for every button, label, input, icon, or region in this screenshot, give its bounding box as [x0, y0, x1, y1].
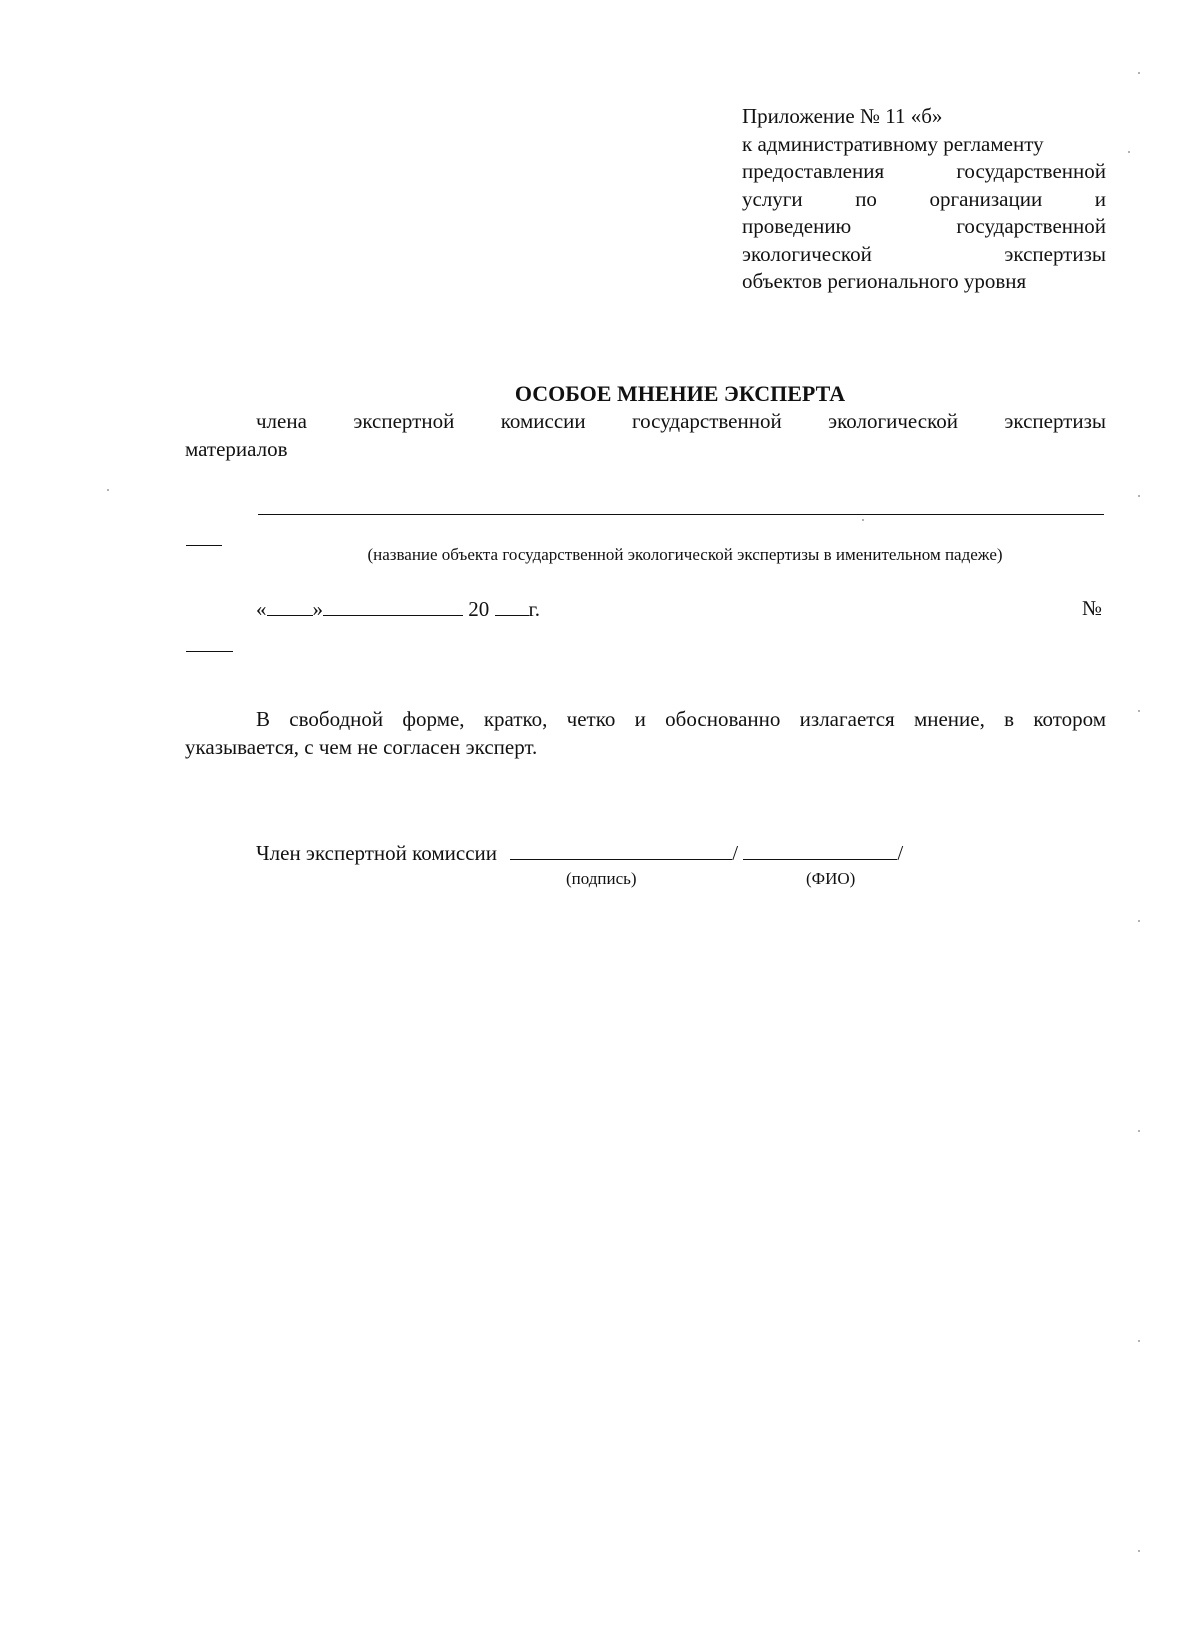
- annex-header: [742, 103, 1106, 296]
- signature-separator-2: /: [897, 841, 904, 865]
- scan-speck: [1138, 1340, 1140, 1342]
- signature-blank[interactable]: [510, 839, 732, 860]
- annex-line-conduct: проведению государственной: [742, 214, 1106, 238]
- document-title: ОСОБОЕ МНЕНИЕ ЭКСПЕРТА: [514, 381, 846, 406]
- annex-line-level: объектов регионального уровня: [742, 269, 1027, 293]
- number-sign: №: [1082, 596, 1103, 620]
- annex-line-expertise: экологической экспертизы: [742, 241, 1106, 266]
- object-name-caption: (название объекта государственной экологической экспертизы в именительном падеже): [367, 545, 1003, 564]
- annex-number: Приложение № 11 «б»: [742, 104, 943, 128]
- body-line-1: В свободной форме, кратко, четко и обоснованно излагается мнение, в котором: [256, 707, 1106, 731]
- object-name-line[interactable]: [258, 514, 1104, 515]
- scan-speck: [1128, 151, 1130, 153]
- scan-speck: [862, 519, 864, 521]
- annex-line-service: услуги по организации и: [742, 186, 1106, 211]
- scan-speck: [1138, 710, 1140, 712]
- scan-speck: [107, 489, 109, 491]
- body-line-2: указывается, с чем не согласен эксперт.: [185, 734, 538, 759]
- date-open-quote: «: [256, 597, 267, 621]
- day-blank[interactable]: [267, 595, 313, 616]
- signature-label: Член экспертной комиссии: [256, 841, 498, 865]
- document-subtitle: [185, 408, 1106, 463]
- annex-line-regulation: к административному регламенту: [742, 131, 1044, 156]
- subtitle-line-2: материалов: [185, 436, 288, 461]
- annex-line-provision: предоставления государственной: [742, 159, 1106, 183]
- signature-row: [256, 839, 903, 867]
- subtitle-line-1: члена экспертной комиссии государственной экологической экспертизы: [256, 409, 1106, 433]
- name-blank[interactable]: [743, 839, 897, 860]
- month-blank[interactable]: [323, 595, 463, 616]
- signature-separator-1: /: [732, 841, 739, 865]
- body-text: [185, 706, 1106, 761]
- year-suffix: г.: [528, 597, 540, 621]
- signature-caption: (подпись): [566, 869, 637, 888]
- name-caption: (ФИО): [806, 869, 856, 888]
- number-blank[interactable]: [186, 651, 233, 652]
- date-line: [256, 595, 540, 623]
- date-close-quote: »: [312, 597, 323, 621]
- scan-speck: [1138, 1130, 1140, 1132]
- scan-speck: [1138, 495, 1140, 497]
- year-blank[interactable]: [495, 595, 529, 616]
- scan-speck: [1138, 72, 1140, 74]
- scan-speck: [1138, 920, 1140, 922]
- year-prefix: 20: [468, 597, 490, 621]
- scan-speck: [1138, 1550, 1140, 1552]
